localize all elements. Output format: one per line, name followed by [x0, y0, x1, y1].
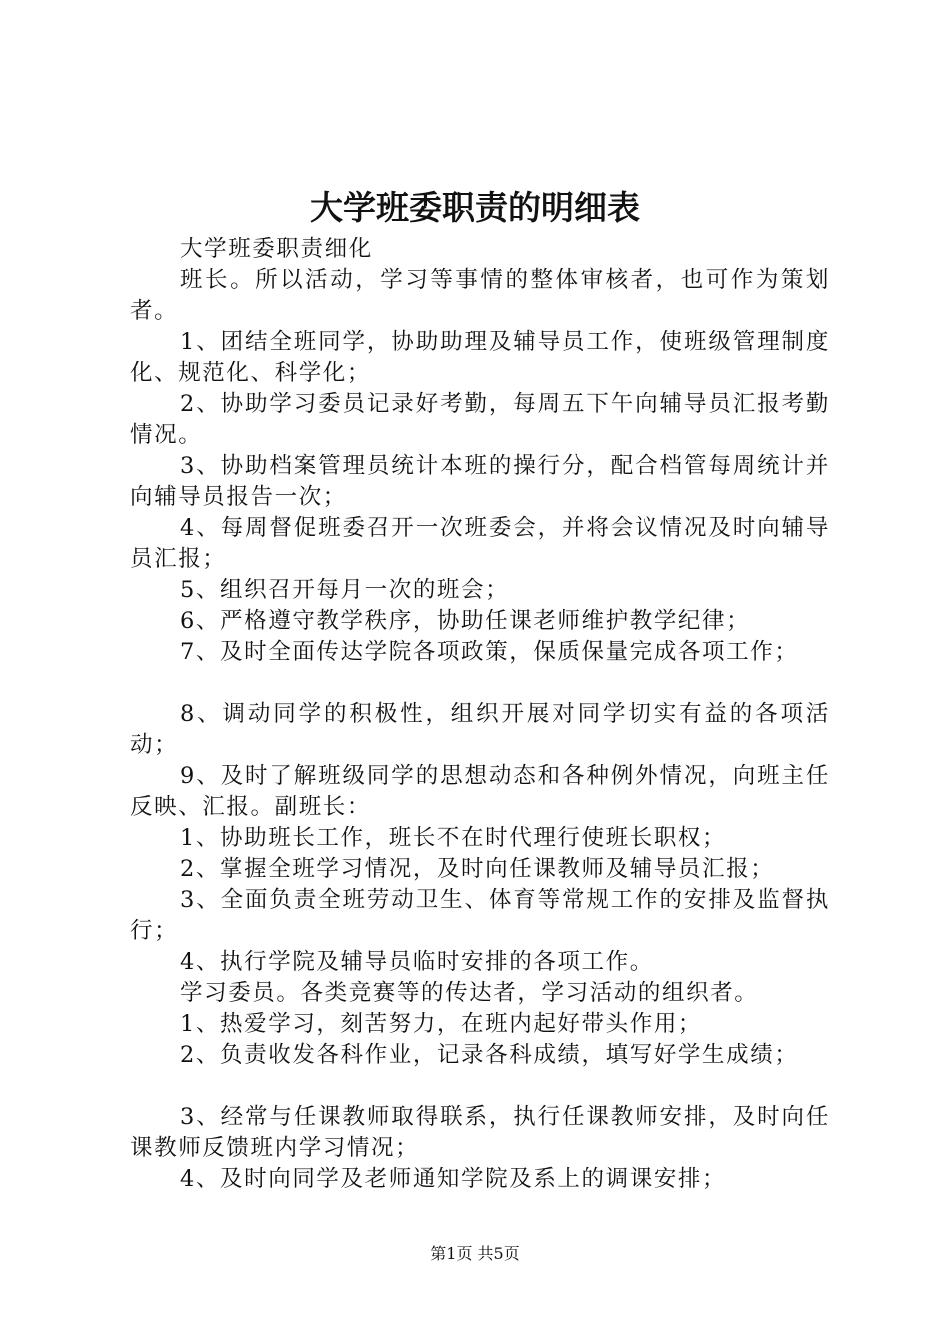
page-number-footer: 第1页 共5页 — [430, 1244, 520, 1263]
duty-item: 4、及时向同学及老师通知学院及系上的调课安排； — [180, 1166, 727, 1192]
duty-item: 7、及时全面传达学院各项政策，保质保量完成各项工作； — [180, 639, 799, 665]
duty-item: 1、团结全班同学，协助助理及辅导员工作，使班级管理制度化、规范化、科学化； — [130, 329, 830, 386]
page-title: 大学班委职责的明细表 — [310, 188, 640, 227]
duty-item: 5、组织召开每月一次的班会； — [180, 577, 510, 603]
duty-item: 4、执行学院及辅导员临时安排的各项工作。 — [180, 949, 654, 975]
duty-item: 1、热爱学习，刻苦努力，在班内起好带头作用； — [180, 1011, 703, 1037]
duty-item: 6、严格遵守教学秩序，协助任课老师维护教学纪律； — [180, 608, 751, 634]
role-monitor-intro: 班长。所以活动，学习等事情的整体审核者，也可作为策划者。 — [130, 267, 830, 324]
duty-item: 2、负责收发各科作业，记录各科成绩，填写好学生成绩； — [180, 1042, 799, 1068]
duty-item: 3、经常与任课教师取得联系，执行任课教师安排，及时向任课教师反馈班内学习情况； — [130, 1104, 830, 1161]
duty-item: 2、协助学习委员记录好考勤，每周五下午向辅导员汇报考勤情况。 — [130, 391, 830, 448]
duty-item: 8、调动同学的积极性，组织开展对同学切实有益的各项活动； — [130, 701, 830, 758]
document-body — [130, 234, 830, 1195]
role-study-committee-intro: 学习委员。各类竞赛等的传达者，学习活动的组织者。 — [180, 980, 759, 1006]
duty-item: 3、全面负责全班劳动卫生、体育等常规工作的安排及监督执行； — [130, 887, 830, 944]
duty-item: 3、协助档案管理员统计本班的操行分，配合档管每周统计并向辅导员报告一次； — [130, 453, 830, 510]
duty-item: 4、每周督促班委召开一次班委会，并将会议情况及时向辅导员汇报； — [130, 515, 830, 572]
duty-item: 2、掌握全班学习情况，及时向任课教师及辅导员汇报； — [180, 856, 775, 882]
duty-item: 9、及时了解班级同学的思想动态和各种例外情况，向班主任反映、汇报。副班长： — [130, 763, 830, 820]
duty-item: 1、协助班长工作，班长不在时代理行使班长职权； — [180, 825, 727, 851]
section-heading: 大学班委职责细化 — [180, 236, 373, 262]
